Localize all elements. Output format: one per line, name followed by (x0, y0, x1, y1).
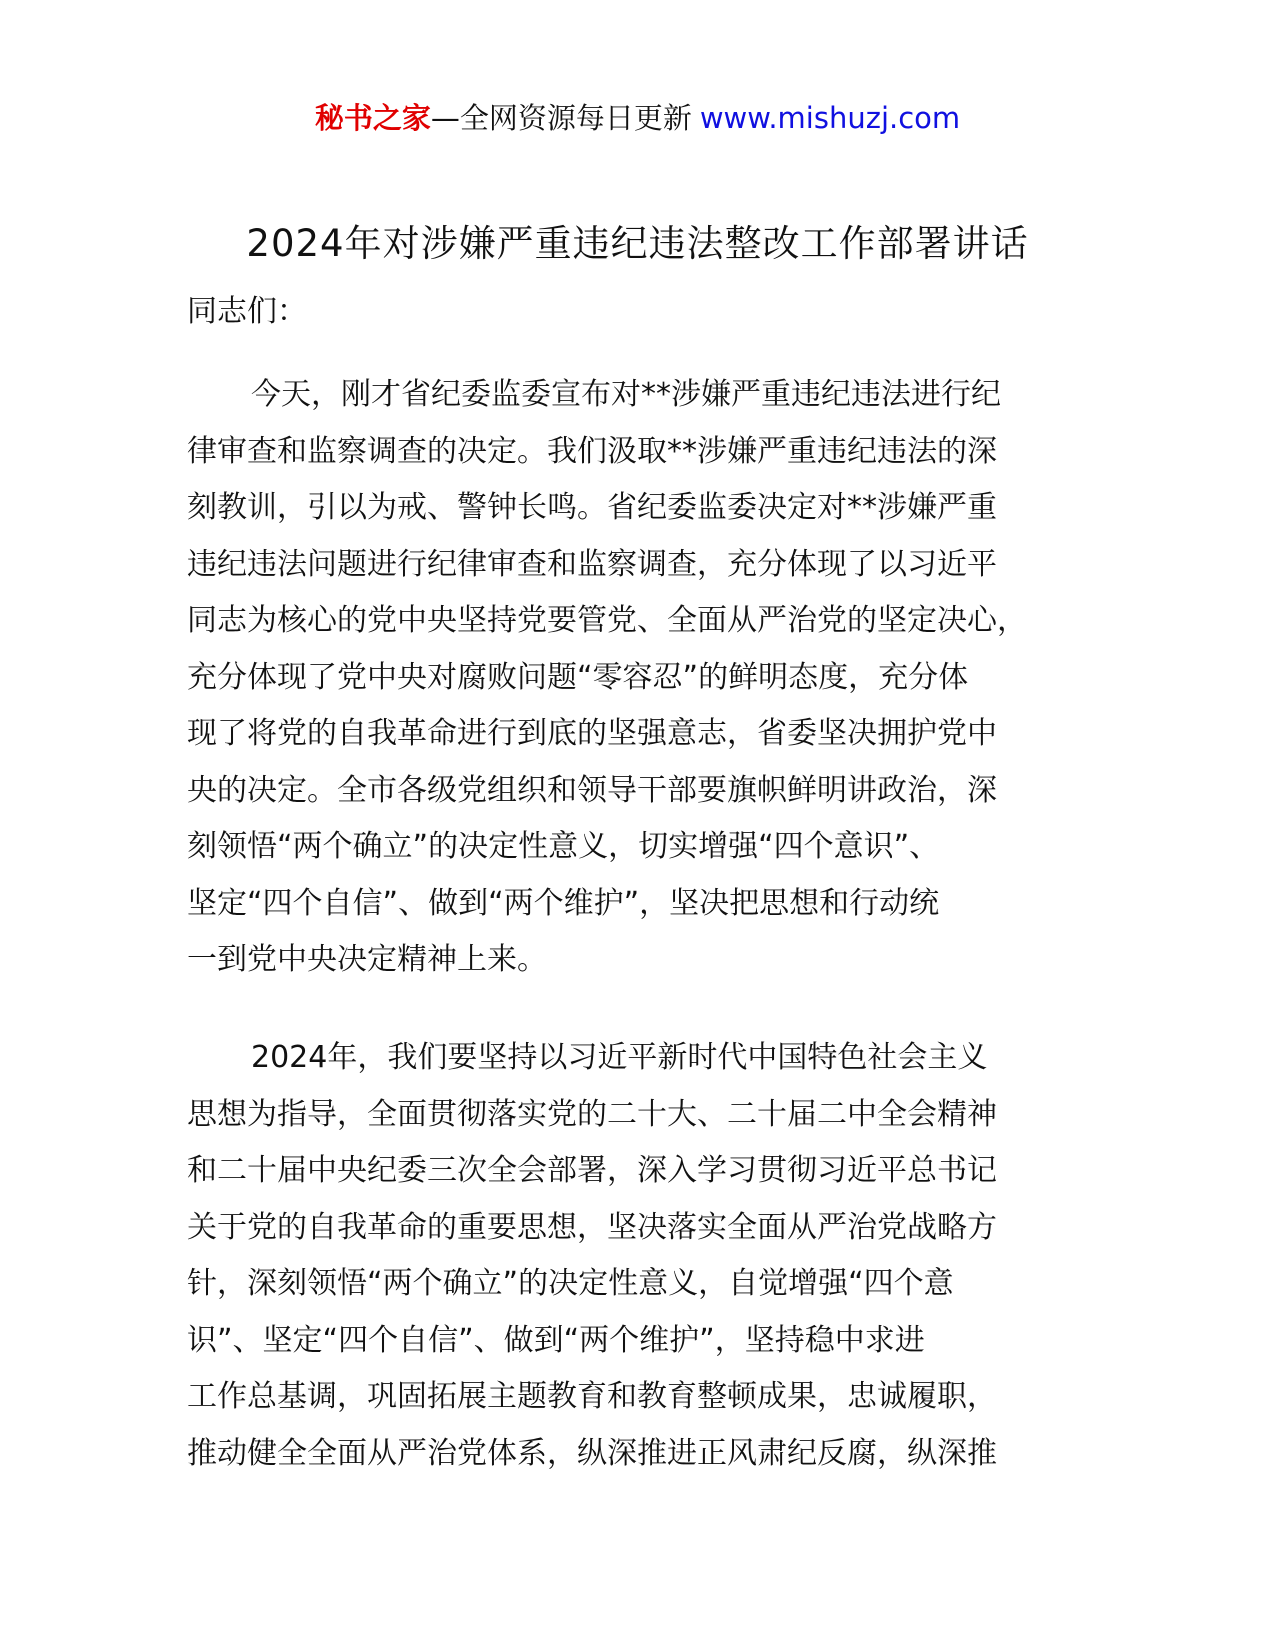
site-link[interactable]: www.mishuzj.com (699, 101, 961, 135)
paragraph-line: 2024年，我们要坚持以习近平新时代中国特色社会主义 (251, 1040, 988, 1075)
paragraph-line: 推动健全全面从严治党体系，纵深推进正风肃纪反腐，纵深推 (187, 1435, 997, 1471)
paragraph-line: 今天，刚才省纪委监委宣布对**涉嫌严重违纪违法进行纪 (251, 377, 1001, 412)
paragraph-line: 央的决定。全市各级党组织和领导干部要旗帜鲜明讲政治，深 (187, 772, 997, 808)
paragraph-line: 律审查和监察调查的决定。我们汲取**涉嫌严重违纪违法的深 (187, 433, 997, 469)
paragraph-line: 刻领悟“两个确立”的决定性意义，切实增强“四个意识”、 (187, 829, 940, 864)
salutation: 同志们： (187, 294, 307, 329)
paragraph-line: 现了将党的自我革命进行到底的坚强意志，省委坚决拥护党中 (187, 716, 997, 751)
paragraph-line: 违纪违法问题进行纪律审查和监察调查，充分体现了以习近平 (187, 546, 997, 582)
paragraph-line: 同志为核心的党中央坚持党要管党、全面从严治党的坚定决心， (187, 603, 1027, 638)
paragraph-line: 工作总基调，巩固拓展主题教育和教育整顿成果，忠诚履职， (187, 1379, 997, 1414)
document-title: 2024年对涉嫌严重违纪违法整改工作部署讲话 (246, 222, 1029, 265)
brand-name: 秘书之家 (314, 101, 431, 135)
paragraph-2 (187, 1030, 1087, 1482)
paragraph-line: 思想为指导，全面贯彻落实党的二十大、二十届二中全会精神 (187, 1096, 997, 1132)
paragraph-line: 关于党的自我革命的重要思想，坚决落实全面从严治党战略方 (187, 1209, 997, 1245)
site-header (0, 96, 1275, 140)
paragraph-line: 刻教训，引以为戒、警钟长鸣。省纪委监委决定对**涉嫌严重 (187, 490, 997, 525)
paragraph-line: 坚定“四个自信”、做到“两个维护”，坚决把思想和行动统 (187, 885, 940, 921)
paragraph-line: 和二十届中央纪委三次全会部署，深入学习贯彻习近平总书记 (187, 1153, 997, 1188)
paragraph-line: 一到党中央决定精神上来。 (187, 942, 547, 977)
paragraph-line: 针，深刻领悟“两个确立”的决定性意义，自觉增强“四个意 (187, 1266, 954, 1301)
paragraph-1 (187, 367, 1087, 989)
header-slogan: —全网资源每日更新 (430, 101, 692, 135)
paragraph-line: 充分体现了党中央对腐败问题“零容忍”的鲜明态度，充分体 (187, 659, 969, 695)
paragraph-line: 识”、坚定“四个自信”、做到“两个维护”，坚持稳中求进 (187, 1322, 925, 1358)
